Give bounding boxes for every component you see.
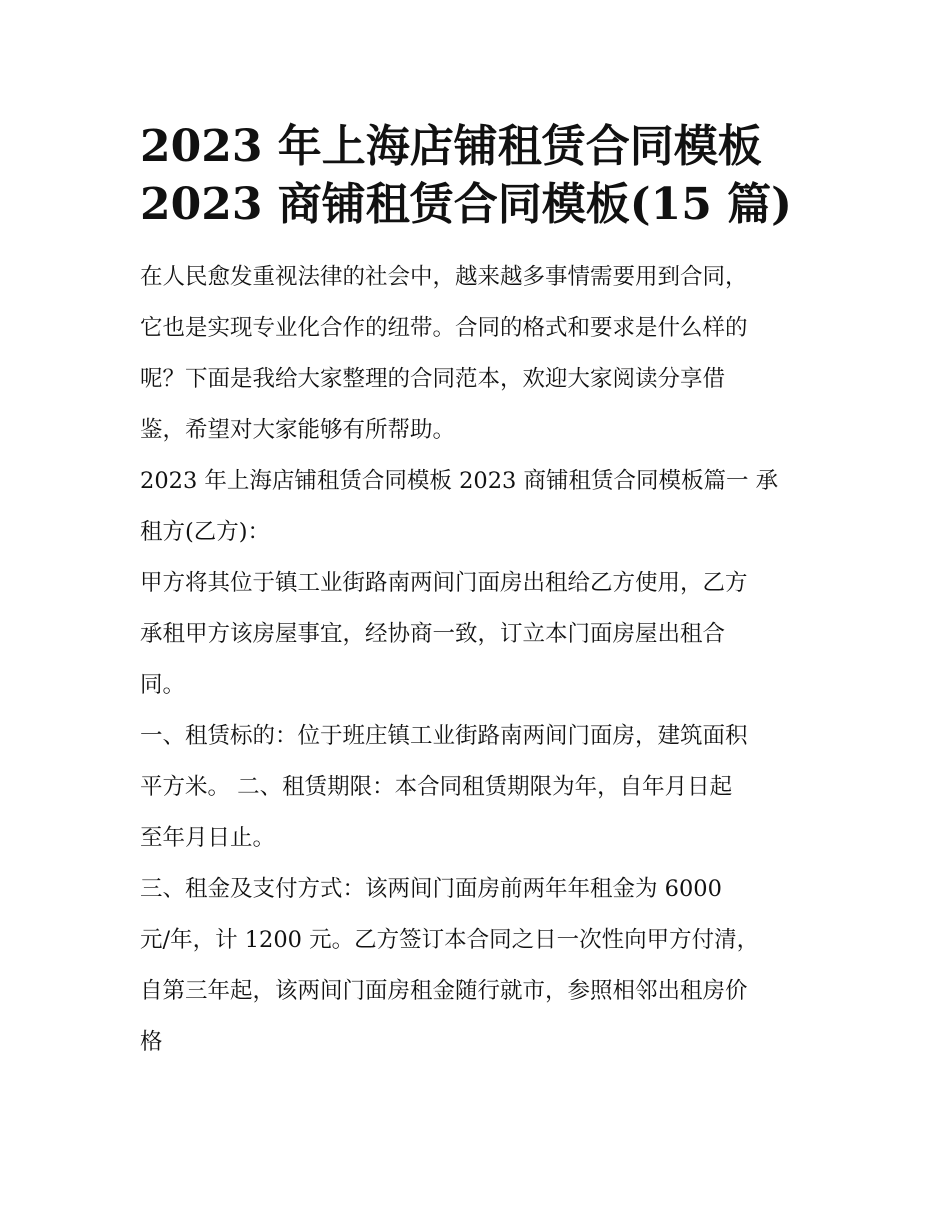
- paragraph-line: 呢？下面是我给大家整理的合同范本，欢迎大家阅读分享借: [140, 366, 726, 392]
- paragraph-agreement: [140, 558, 820, 711]
- paragraph-line: 2023 年上海店铺租赁合同模板 2023 商铺租赁合同模板篇一 承: [140, 468, 779, 494]
- document-title: [140, 118, 820, 234]
- paragraph-line: 一、租赁标的：位于班庄镇工业街路南两间门面房，建筑面积: [140, 723, 748, 749]
- paragraph-line: 在人民愈发重视法律的社会中，越来越多事情需要用到合同，: [140, 264, 748, 290]
- paragraph-line: 承租甲方该房屋事宜，经协商一致，订立本门面房屋出租合: [140, 621, 726, 647]
- paragraph-intro: [140, 252, 820, 456]
- paragraph-line: 平方米。 二、租赁期限：本合同租赁期限为年，自年月日起: [140, 774, 733, 800]
- paragraph-line: 它也是实现专业化合作的纽带。合同的格式和要求是什么样的: [140, 315, 748, 341]
- paragraph-rent-payment: [140, 864, 820, 1068]
- paragraph-line: 租方(乙方)：: [140, 519, 271, 545]
- paragraph-lease-terms: [140, 711, 820, 864]
- title-line-2: 2023 商铺租赁合同模板(15 篇): [140, 179, 792, 230]
- paragraph-line: 同。: [140, 672, 186, 698]
- paragraph-line: 甲方将其位于镇工业街路南两间门面房出租给乙方使用，乙方: [140, 570, 748, 596]
- title-line-1: 2023 年上海店铺租赁合同模板: [140, 121, 762, 172]
- document-page: [140, 118, 820, 1068]
- paragraph-line: 自第三年起，该两间门面房租金随行就市，参照相邻出租房价: [140, 978, 748, 1004]
- paragraph-line: 元/年，计 1200 元。乙方签订本合同之日一次性向甲方付清，: [140, 927, 760, 953]
- paragraph-line: 鉴，希望对大家能够有所帮助。: [140, 417, 456, 443]
- paragraph-line: 至年月日止。: [140, 825, 276, 851]
- paragraph-heading: [140, 456, 820, 558]
- paragraph-line: 格: [140, 1029, 163, 1055]
- paragraph-line: 三、租金及支付方式：该两间门面房前两年年租金为 6000: [140, 876, 722, 902]
